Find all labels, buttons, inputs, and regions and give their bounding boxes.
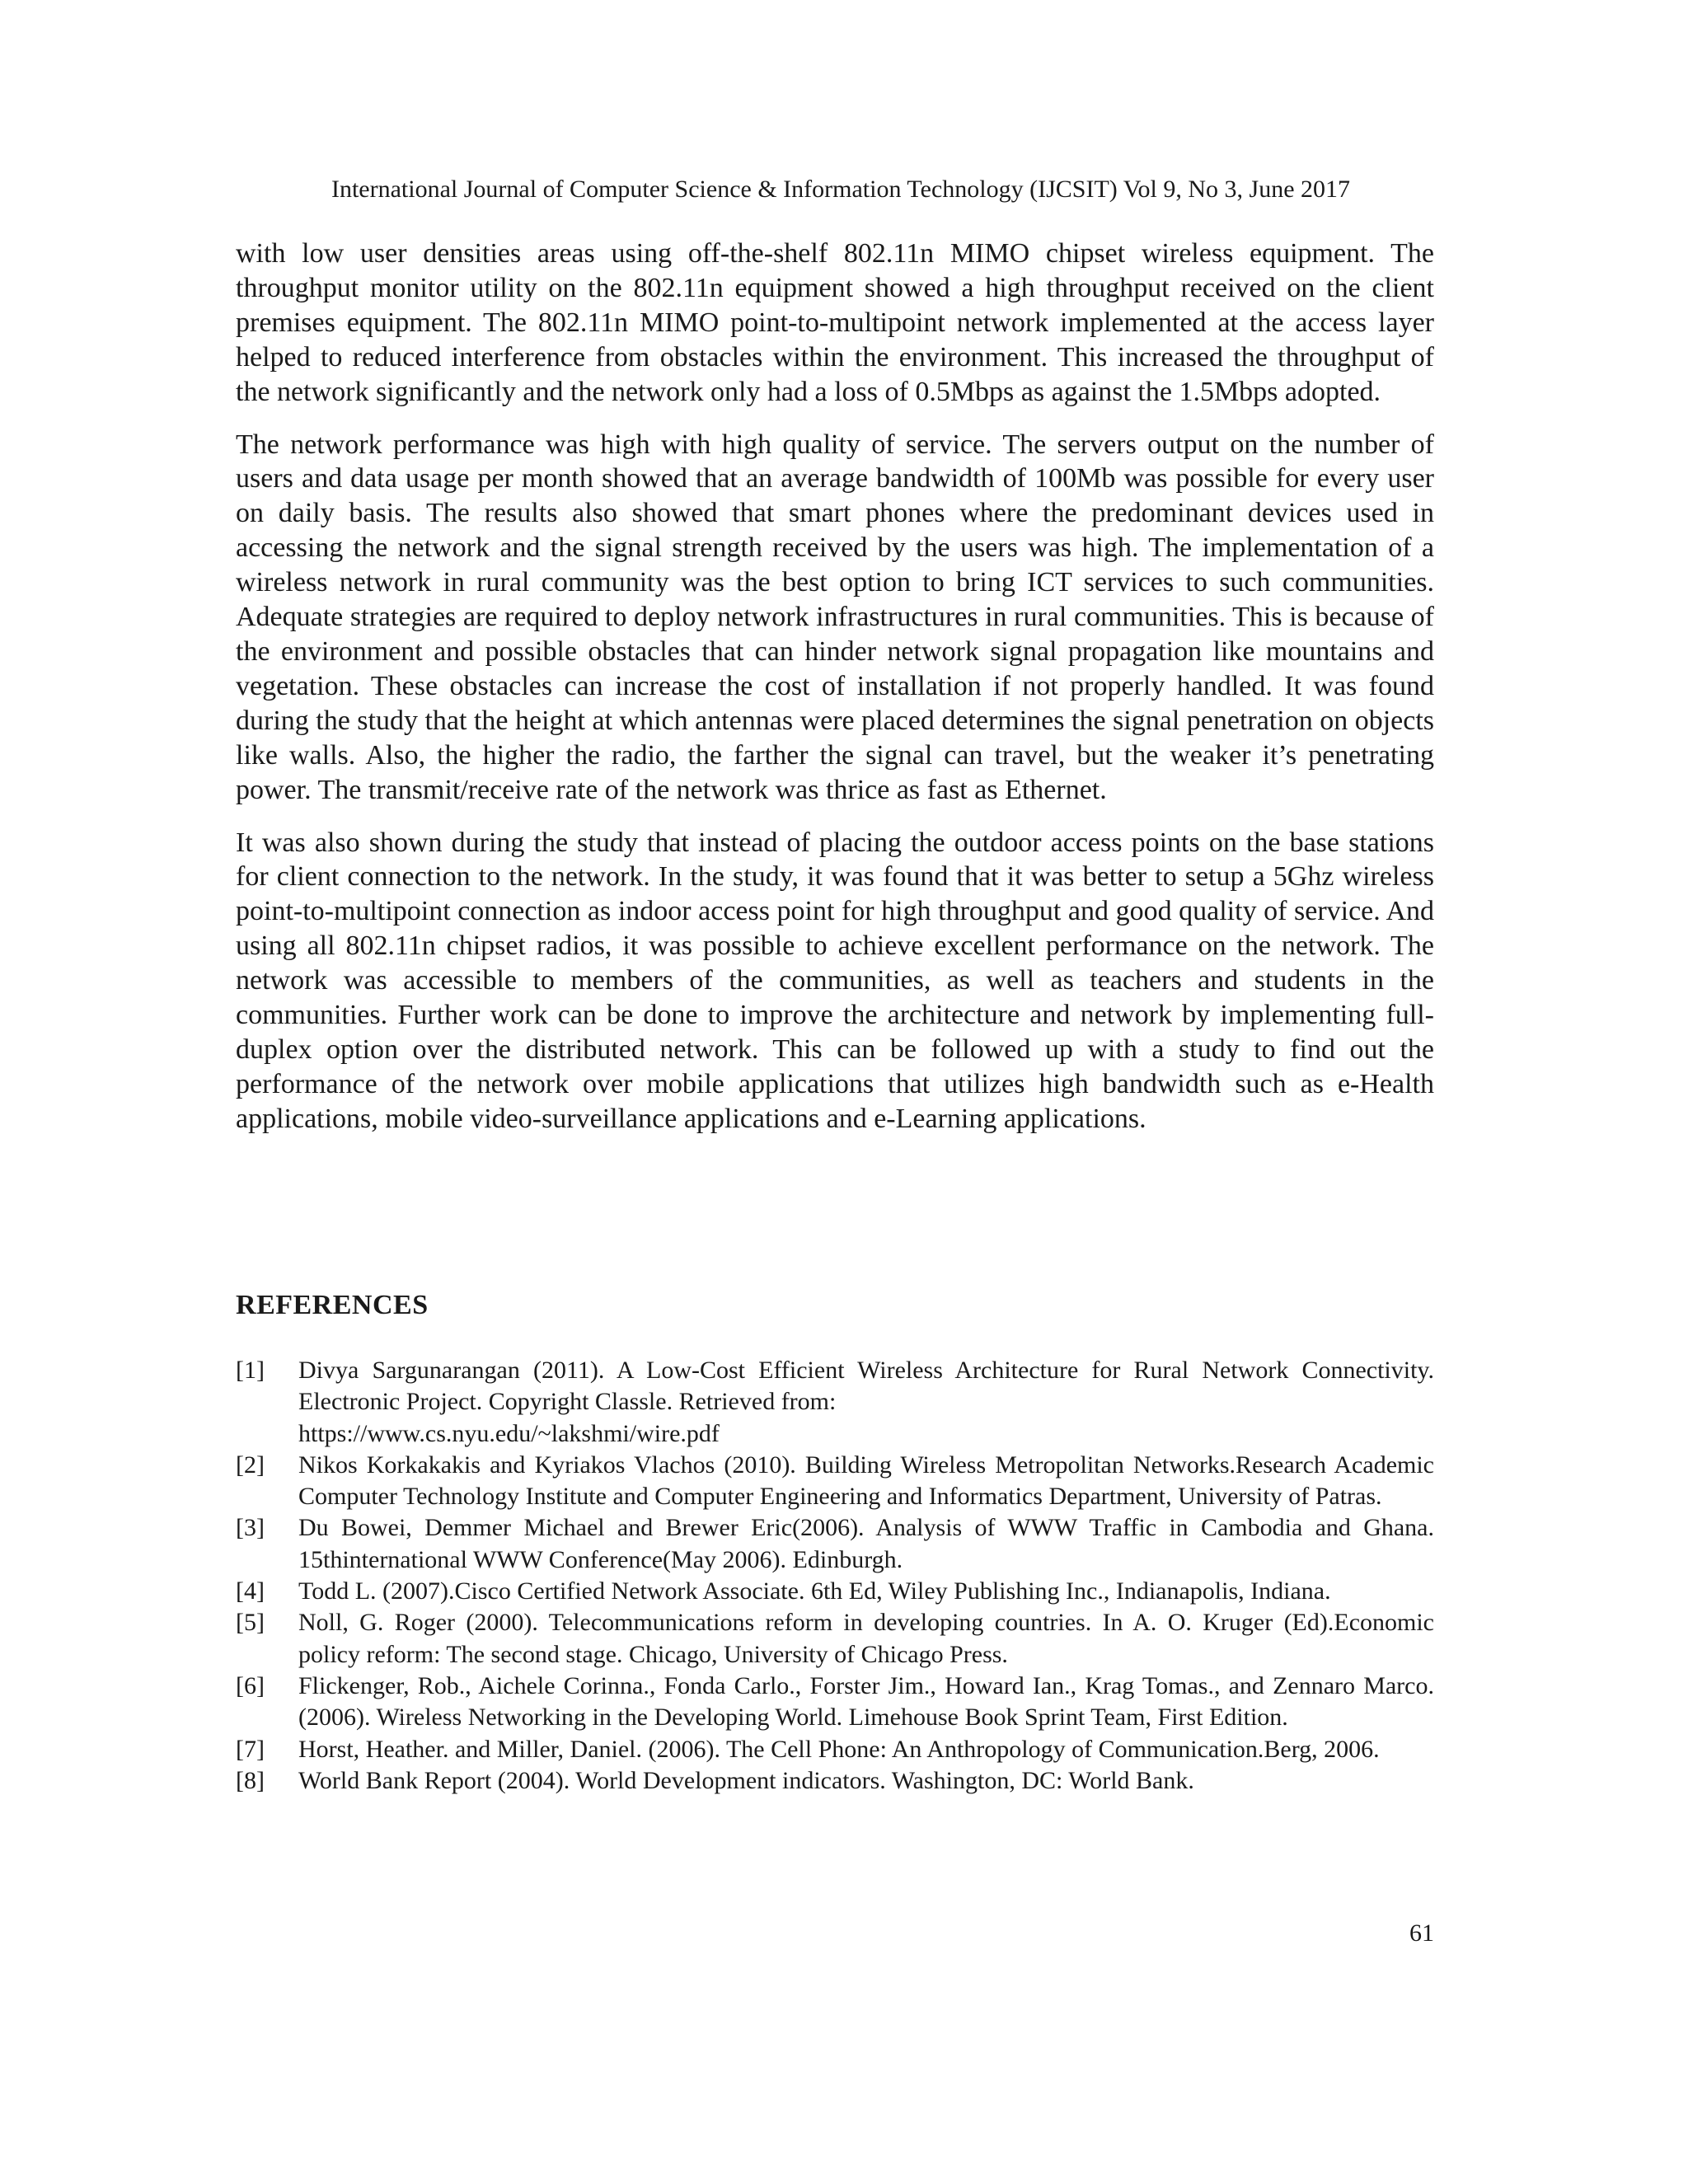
references-heading	[236, 1287, 429, 1324]
reference-number: [4]	[236, 1577, 265, 1605]
reference-item	[236, 1734, 1434, 1765]
reference-number: [7]	[236, 1735, 265, 1763]
reference-list	[236, 1355, 1434, 1797]
reference-number: [2]	[236, 1451, 265, 1479]
reference-text: Noll, G. Roger (2000). Telecommunications reform in developing countries. In A. O. Kruger (Ed).Economic policy reform: The second stage. Chicago, University of Chicago Press.	[298, 1609, 1434, 1668]
reference-number: [8]	[236, 1766, 265, 1794]
reference-url: https://www.cs.nyu.edu/~lakshmi/wire.pdf	[298, 1419, 720, 1447]
body-paragraph-2: The network performance was high with high quality of service. The servers output on the number of users and data usage per month showed that an average bandwidth of 100Mb was possible for every user on daily basis. The results also showed that smart phones where the predominant devices used in accessing the network and the signal strength received by the users was high. The implementation of a wireless network in rural community was the best option to bring ICT services to such communities. Adequate strategies are required to deploy network infrastructures in rural communities. This is because of the environment and possible obstacles that can hinder network signal propagation like mountains and vegetation. These obstacles can increase the cost of installation if not properly handled. It was found during the study that the height at which antennas were placed determines the signal penetration on objects like walls. Also, the higher the radio, the farther the signal can travel, but the weaker it’s penetrating power. The transmit/receive rate of the network was thrice as fast as Ethernet.	[236, 429, 1434, 805]
body-paragraph-3: It was also shown during the study that instead of placing the outdoor access points on the base stations for client connection to the network. In the study, it was found that it was better to setup a 5Ghz wireless point-to-multipoint connection as indoor access point for high throughput and good quality of service. And using all 802.11n chipset radios, it was possible to achieve excellent performance on the network. The network was accessible to members of the communities, as well as teachers and students in the communities. Further work can be done to improve the architecture and network by implementing full-duplex option over the distributed network. This can be followed up with a study to find out the performance of the network over mobile applications that utilizes high bandwidth such as e-Health applications, mobile video-surveillance applications and e-Learning applications.	[236, 827, 1434, 1134]
reference-item	[236, 1765, 1434, 1797]
page-number: 61	[1409, 1919, 1434, 1947]
reference-item	[236, 1450, 1434, 1513]
reference-text: Todd L. (2007).Cisco Certified Network Associate. 6th Ed, Wiley Publishing Inc., Indianapolis, Indiana.	[298, 1577, 1331, 1605]
reference-number: [1]	[236, 1357, 265, 1384]
references-heading-rest: EFERENCES	[256, 1290, 429, 1320]
reference-text: Nikos Korkakakis and Kyriakos Vlachos (2010). Building Wireless Metropolitan Networks.Research Academic Computer Technology Institute and Computer Engineering and Informatics Department, University of Patras.	[298, 1451, 1434, 1511]
reference-item	[236, 1607, 1434, 1671]
reference-text: Du Bowei, Demmer Michael and Brewer Eric(2006). Analysis of WWW Traffic in Cambodia and Ghana. 15thinternational WWW Conference(May 2006). Edinburgh.	[298, 1514, 1434, 1573]
reference-item	[236, 1671, 1434, 1734]
references-heading-initial: R	[236, 1290, 257, 1320]
reference-number: [3]	[236, 1514, 265, 1542]
running-header: International Journal of Computer Science & Information Technology (IJCSIT) Vol 9, No 3, June 2017	[331, 176, 1351, 203]
body-text	[236, 237, 1434, 1155]
reference-text: Flickenger, Rob., Aichele Corinna., Fonda Carlo., Forster Jim., Howard Ian., Krag Tomas., and Zennaro Marco. (2006). Wireless Networking in the Developing World. Limehouse Book Sprint Team, First Edition.	[298, 1671, 1434, 1732]
reference-number: [5]	[236, 1609, 265, 1637]
reference-text: World Bank Report (2004). World Development indicators. Washington, DC: World Bank.	[298, 1766, 1194, 1794]
reference-number: [6]	[236, 1671, 265, 1699]
reference-text: Divya Sargunarangan (2011). A Low-Cost Efficient Wireless Architecture for Rural Network Connectivity. Electronic Project. Copyright Classle. Retrieved from:	[298, 1357, 1434, 1416]
reference-text: Horst, Heather. and Miller, Daniel. (2006). The Cell Phone: An Anthropology of Communication.Berg, 2006.	[298, 1735, 1380, 1763]
reference-item	[236, 1576, 1434, 1607]
body-paragraph-1: with low user densities areas using off-the-shelf 802.11n MIMO chipset wireless equipment. The throughput monitor utility on the 802.11n equipment showed a high throughput received on the client premises equipment. The 802.11n MIMO point-to-multipoint network implemented at the access layer helped to reduced interference from obstacles within the environment. This increased the throughput of the network significantly and the network only had a loss of 0.5Mbps as against the 1.5Mbps adopted.	[236, 238, 1434, 407]
reference-item	[236, 1355, 1434, 1450]
reference-item	[236, 1512, 1434, 1576]
